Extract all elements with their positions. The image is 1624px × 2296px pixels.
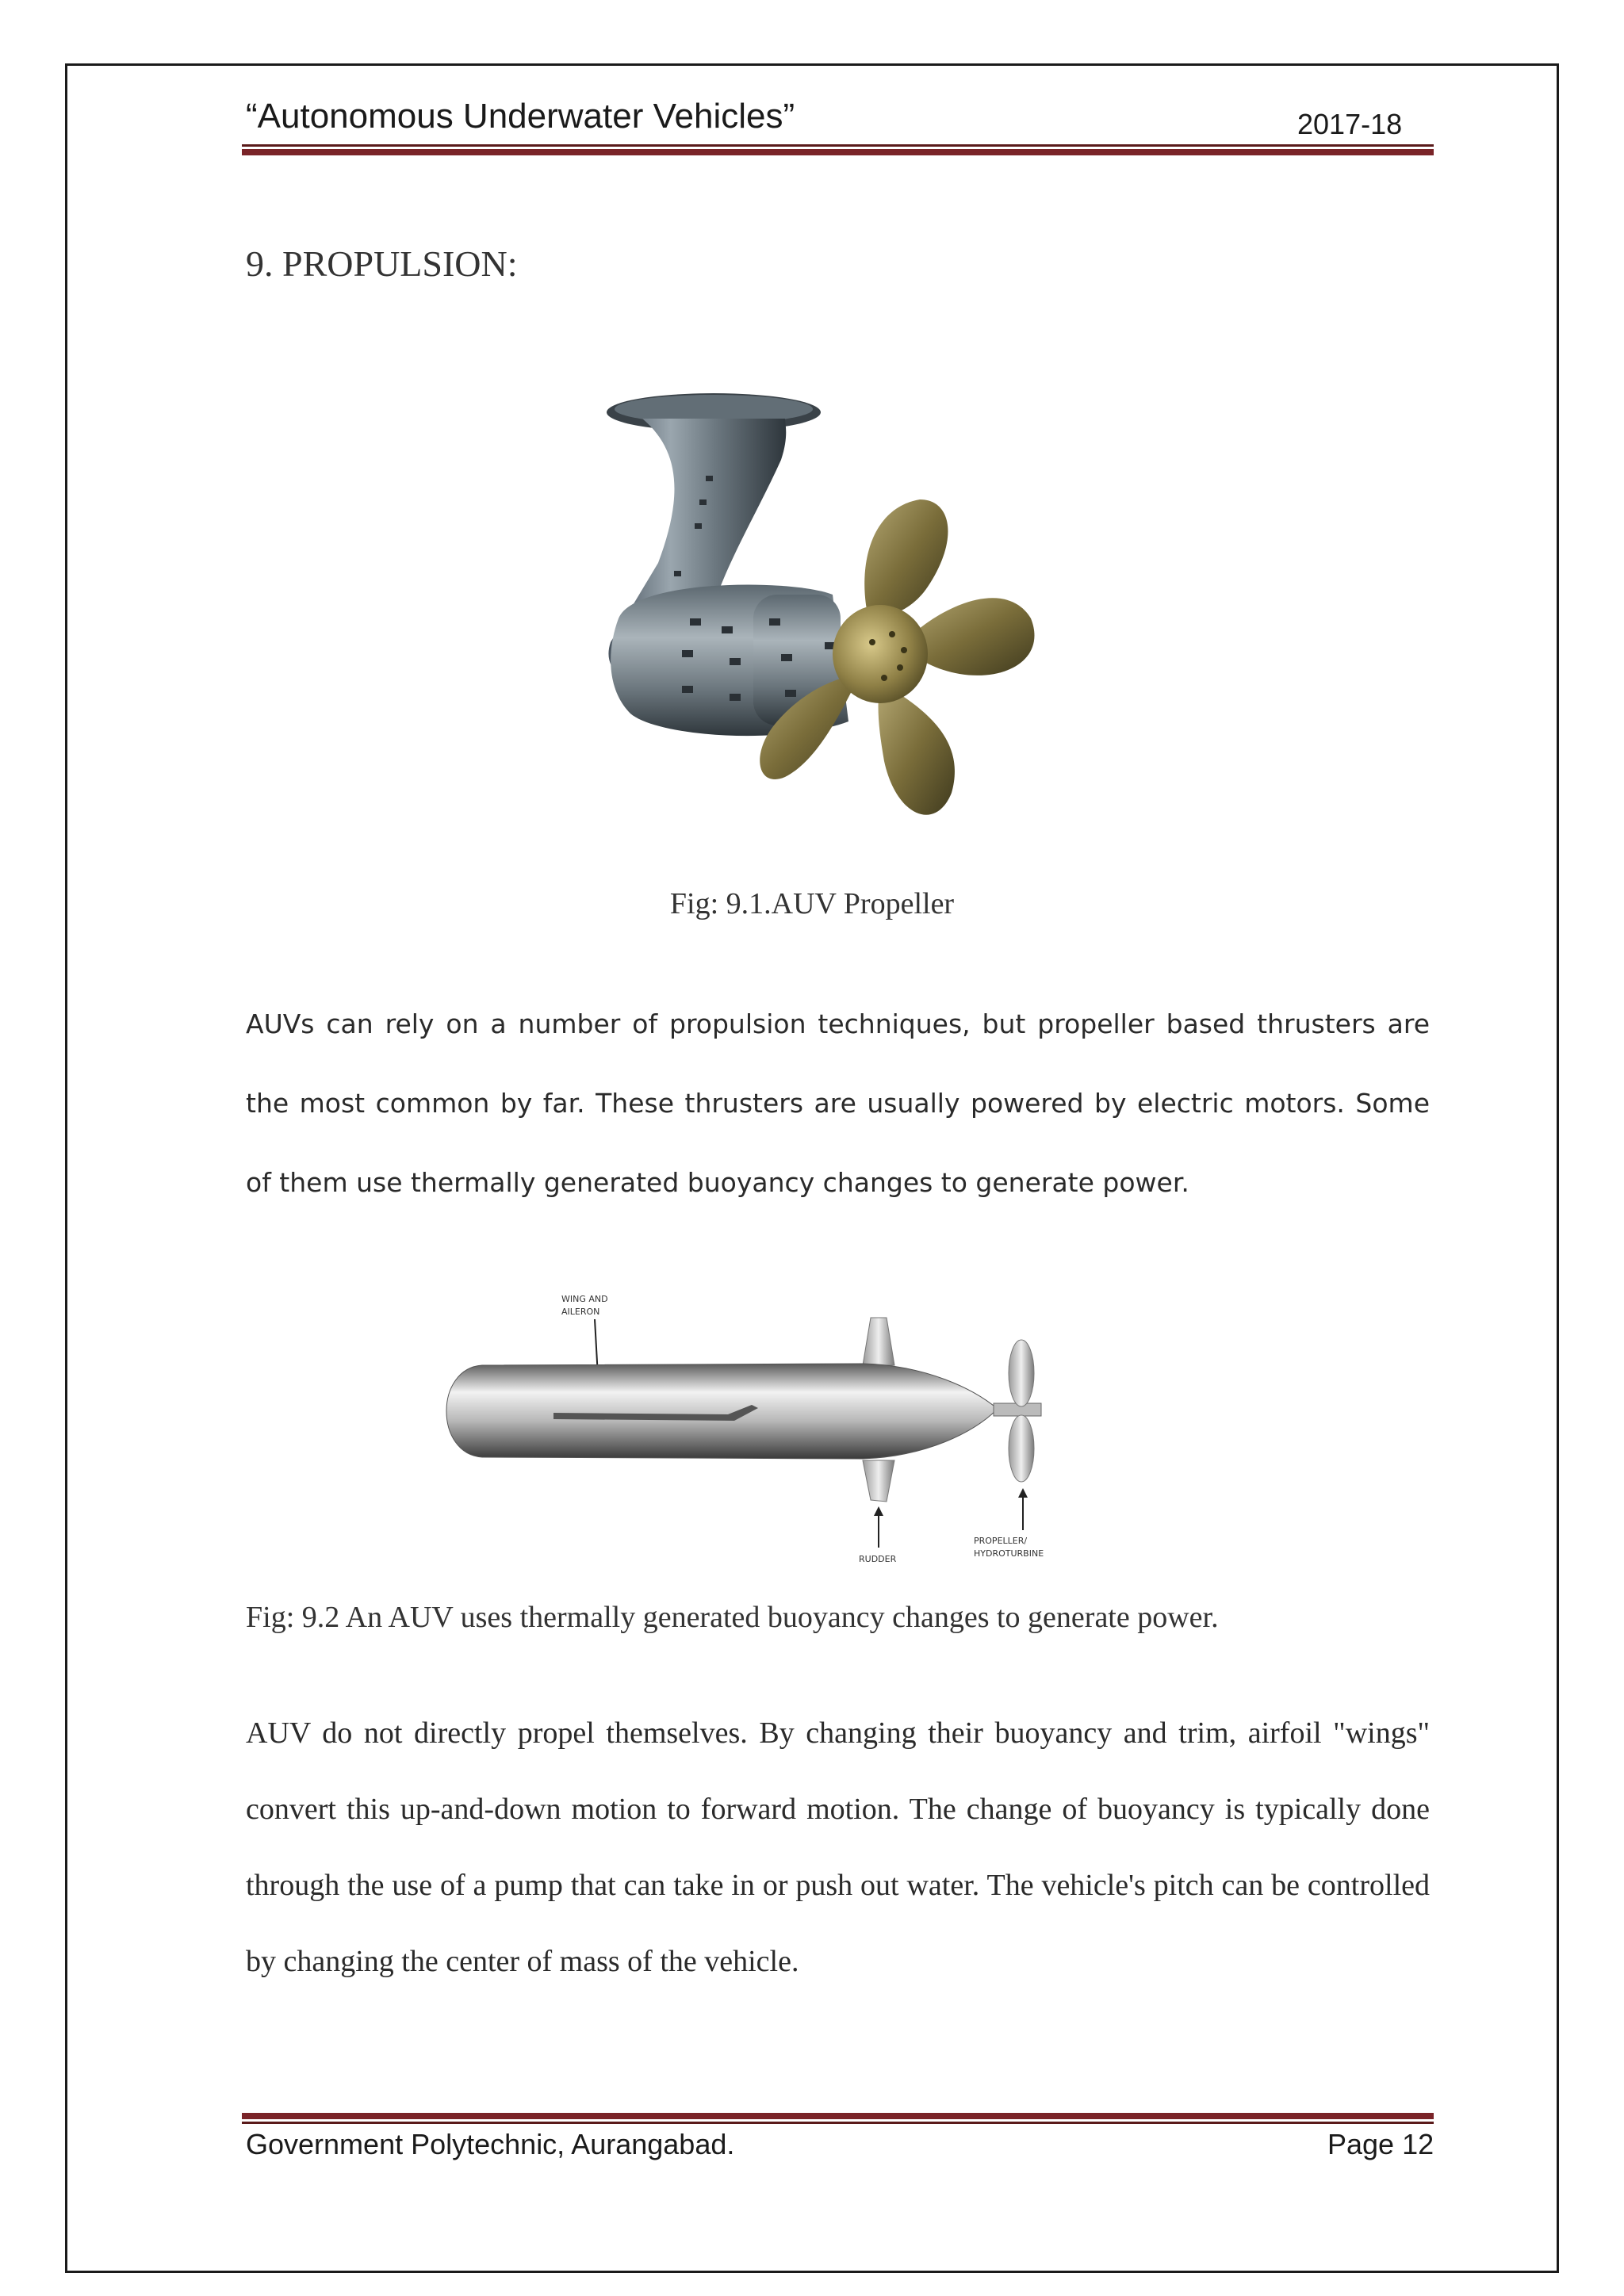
header-title: “Autonomous Underwater Vehicles” <box>246 97 795 136</box>
label-wing-2: AILERON <box>561 1307 600 1317</box>
label-wing-1: WING AND <box>561 1294 608 1304</box>
auv-hull-figure <box>419 1278 1101 1563</box>
label-propeller-1: PROPELLER/ <box>974 1536 1028 1546</box>
section-title: 9. PROPULSION: <box>246 243 518 284</box>
auv-propeller-figure <box>587 381 1078 840</box>
figure1-caption: Fig: 9.1.AUV Propeller <box>669 887 955 920</box>
figure2-caption: Fig: 9.2 An AUV uses thermally generated buoyancy changes to generate power. <box>246 1601 1219 1634</box>
header-rule <box>242 144 1434 155</box>
footer-institution: Government Polytechnic, Aurangabad. <box>246 2128 735 2160</box>
paragraph-2: AUV do not directly propel themselves. By changing their buoyancy and trim, airfoil "wings" convert this up-and-down motion to forward motion. The change of buoyancy is typically done through the use of a pump that can take in or push out water. The vehicle's pitch can be controlled by changing the center of mass of the vehicle. <box>246 1716 1430 1978</box>
label-propeller-2: HYDROTURBINE <box>974 1548 1044 1559</box>
label-rudder: RUDDER <box>859 1554 897 1563</box>
footer-page-number: Page 12 <box>1327 2128 1434 2160</box>
paragraph-1: AUVs can rely on a number of propulsion techniques, but propeller based thrusters are the most common by far. These thrusters are usually powered by electric motors. Some of them use thermally generated buoyancy changes to generate power. <box>246 1008 1430 1198</box>
header-year: 2017-18 <box>1297 108 1403 140</box>
footer-rule <box>242 2113 1434 2124</box>
